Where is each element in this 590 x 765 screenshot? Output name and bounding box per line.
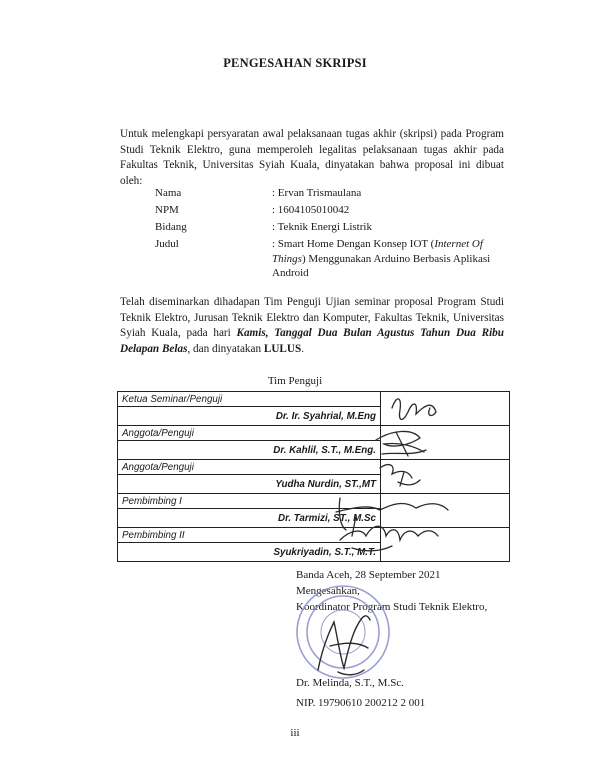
field-label-npm: NPM xyxy=(155,204,179,216)
examiner-name: Dr. Kahlil, S.T., M.Eng. xyxy=(118,441,381,460)
examiner-name: Syukriyadin, S.T., M.T. xyxy=(118,543,381,562)
statement-end: . xyxy=(301,342,304,355)
intro-paragraph: Untuk melengkapi persyaratan awal pelaksanaan tugas akhir (skripsi) pada Program Studi Teknik Elektro, guna memperoleh legalitas pelaksanaan tugas akhir pada Fakultas Teknik, Universitas Syiah Kuala, dinyatakan bahwa proposal ini dibuat oleh: xyxy=(120,128,504,187)
field-label-nama: Nama xyxy=(155,187,182,199)
judul-part-2: ) Menggunakan Arduino Berbasis Aplikasi Android xyxy=(272,252,491,279)
examiner-role: Anggota/Penguji xyxy=(118,426,381,441)
coordinator-name: Dr. Melinda, S.T., M.Sc. xyxy=(296,677,404,689)
panel-title: Tim Penguji xyxy=(267,375,323,387)
statement-text: Telah diseminarkan dihadapan Tim Penguji Ujian seminar proposal Program Studi Teknik Elektro, Jurusan Teknik Elektro dan Komputer, Fakultas Teknik, Universitas Syiah Kuala, pada hari xyxy=(120,296,504,340)
coordinator-nip: NIP. 19790610 200212 2 001 xyxy=(296,697,426,709)
place-date: Banda Aceh, 28 September 2021 xyxy=(296,569,441,581)
field-value-bidang: : Teknik Energi Listrik xyxy=(272,221,372,233)
judul-italic: Internet Of Things xyxy=(272,238,483,265)
page-number: iii xyxy=(290,727,300,739)
examiner-role: Pembimbing I xyxy=(118,494,381,509)
field-label-judul: Judul xyxy=(155,238,179,250)
judul-part-1: : Smart Home Dengan Konsep IOT ( xyxy=(272,238,435,250)
result-badge: LULUS xyxy=(263,342,302,355)
page-title: PENGESAHAN SKRIPSI xyxy=(223,56,367,70)
approved-label: Mengesahkan, xyxy=(296,585,360,597)
coordinator-label: Koordinator Program Studi Teknik Elektro, xyxy=(296,601,488,613)
examiner-name: Dr. Tarmizi, ST., M.Sc xyxy=(118,509,381,528)
field-label-bidang: Bidang xyxy=(155,221,187,233)
statement-text-2: , dan dinyatakan xyxy=(187,342,264,355)
examiner-role: Ketua Seminar/Penguji xyxy=(118,392,381,407)
field-value-nama: : Ervan Trismaulana xyxy=(272,187,362,199)
examiner-name: Dr. Ir. Syahrial, M.Eng xyxy=(118,407,381,426)
examiner-role: Anggota/Penguji xyxy=(118,460,381,475)
field-value-npm: : 1604105010042 xyxy=(272,204,350,216)
seminar-date: Kamis, Tanggal Dua Bulan Agustus Tahun Dua Ribu Delapan Belas xyxy=(120,327,504,355)
examiner-role: Pembimbing II xyxy=(118,528,381,543)
examiner-name: Yudha Nurdin, ST.,MT xyxy=(118,475,381,494)
